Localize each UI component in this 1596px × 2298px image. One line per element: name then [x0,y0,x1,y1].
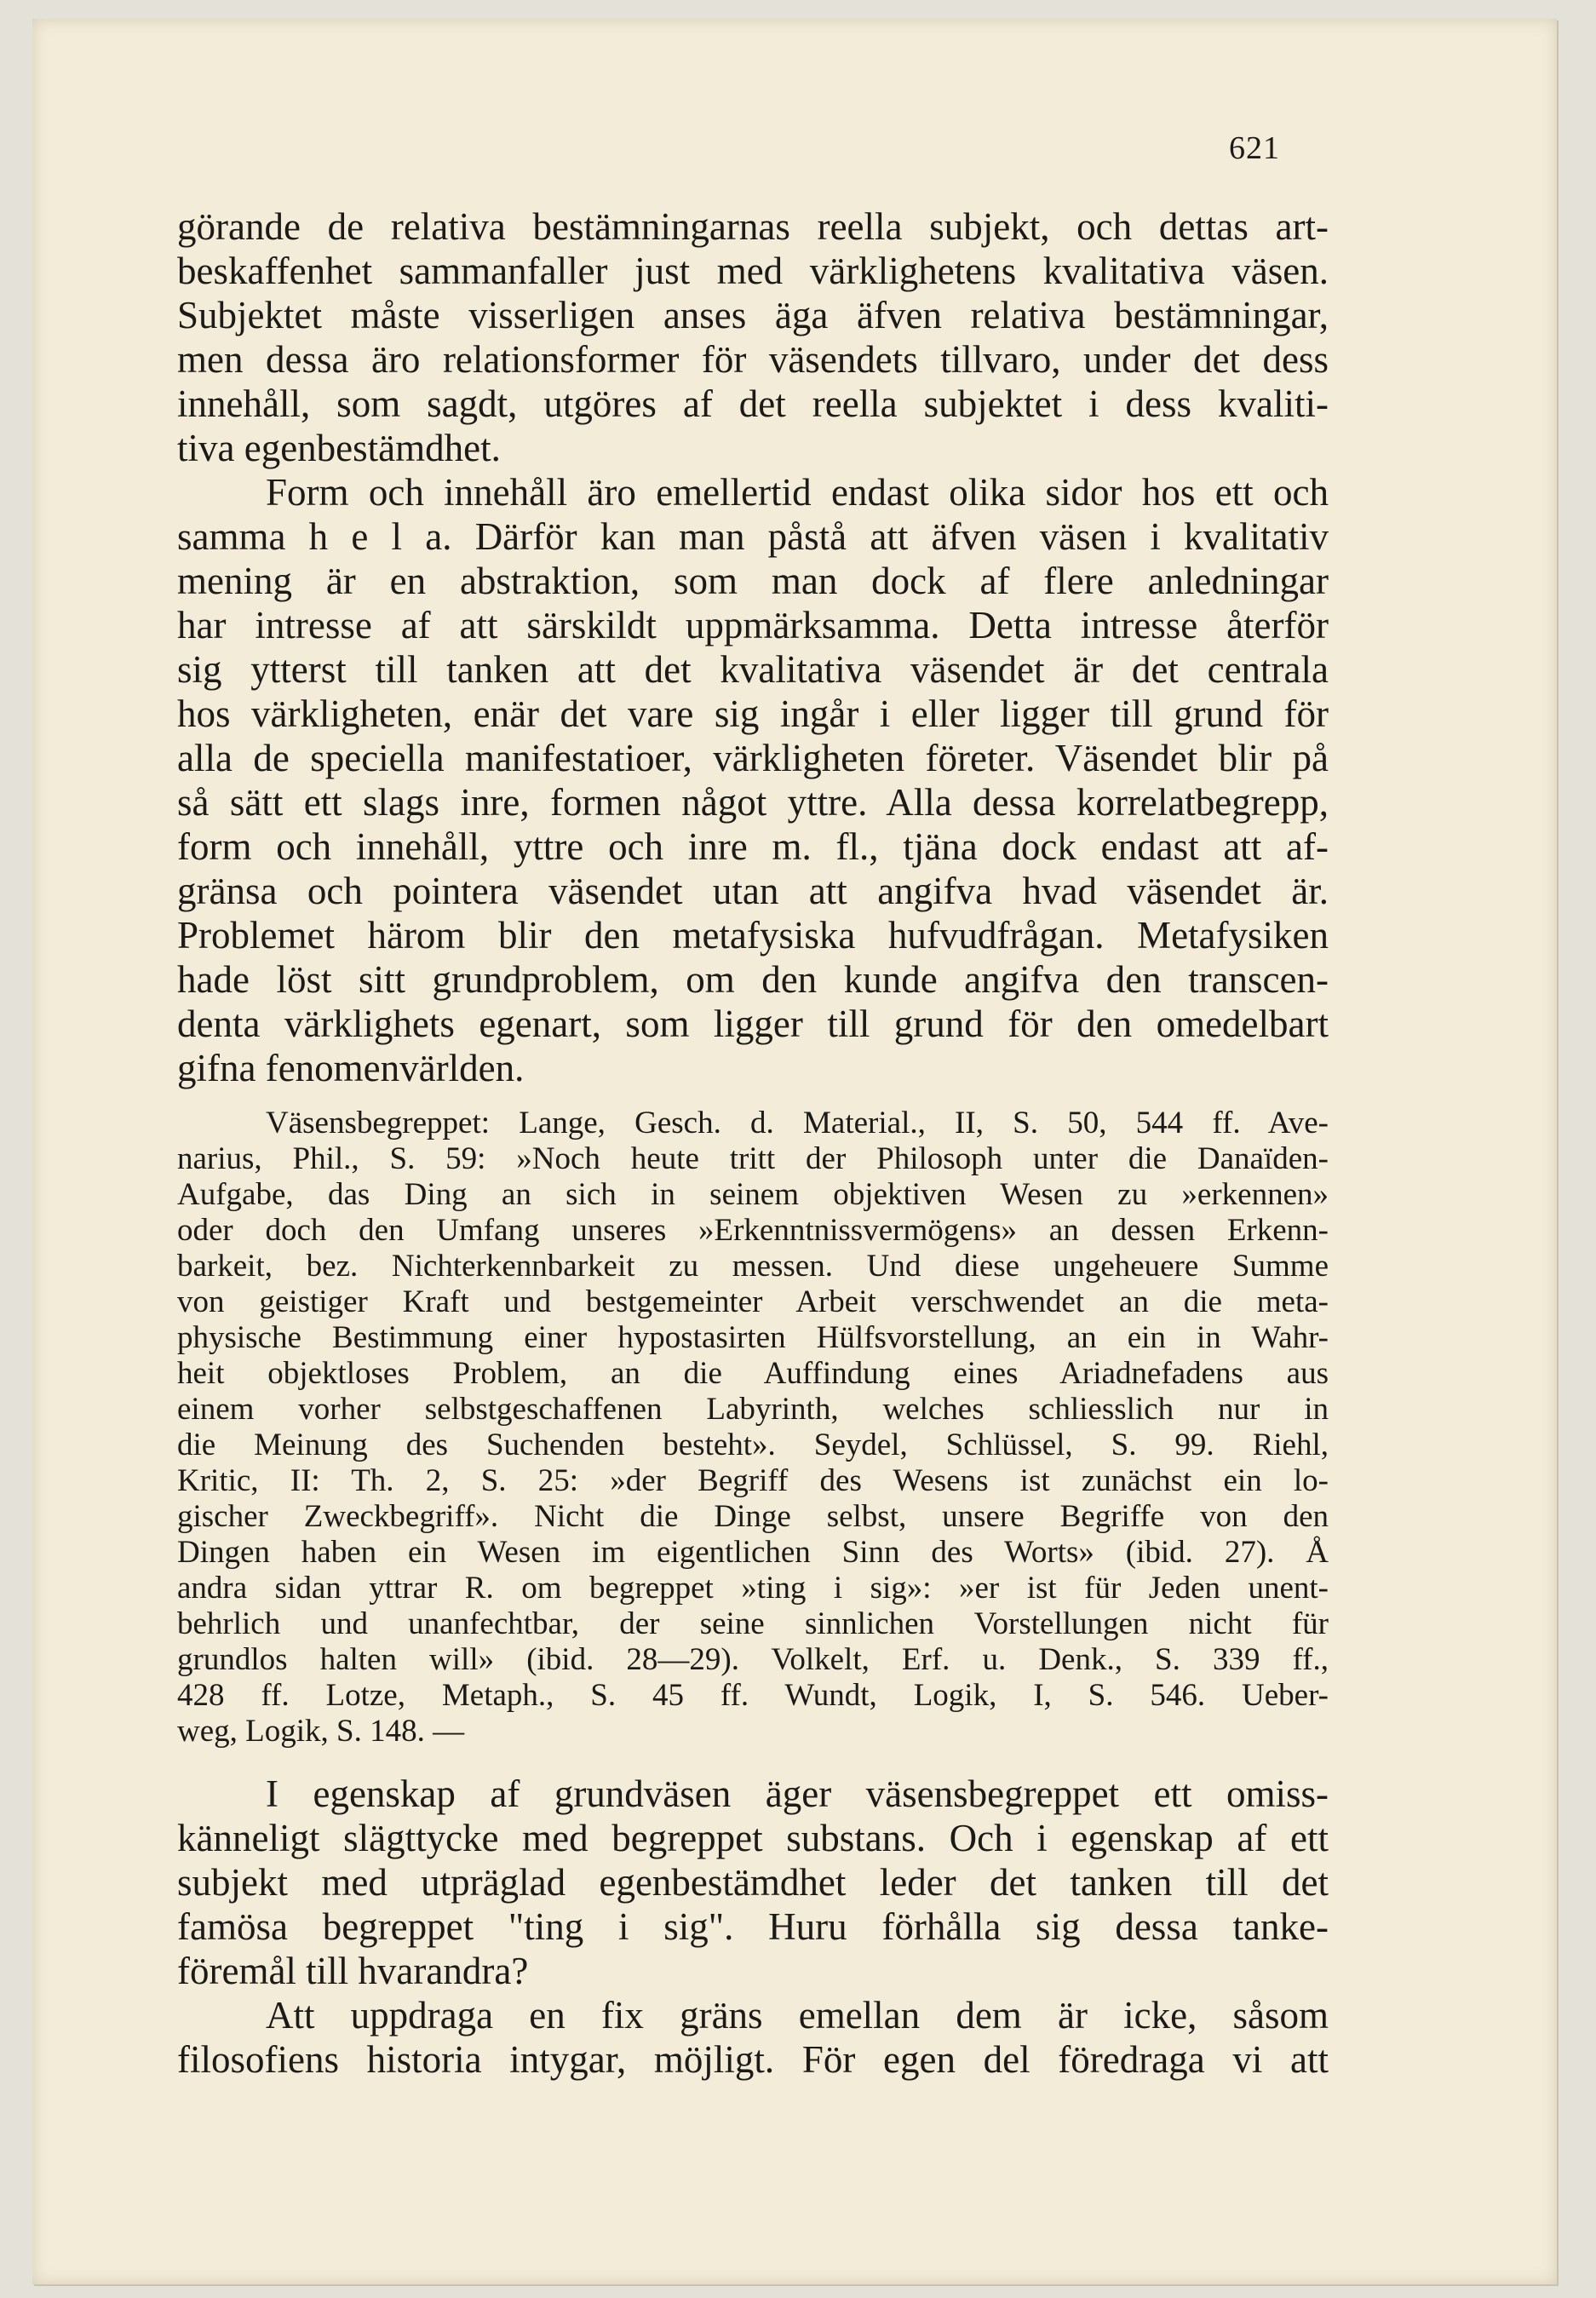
text-line: föremål till hvarandra? [177,1950,529,1992]
text-line: tiva egenbestämdhet. [177,427,501,469]
text-line: hos värkligheten, enär det vare sig ingår i eller ligger till grund för [177,692,1329,735]
note-line: behrlich und unanfechtbar, der seine sinnlichen Vorstellungen nicht für [177,1606,1329,1641]
note-line: 428 ff. Lotze, Metaph., S. 45 ff. Wundt, Logik, I, S. 546. Ueber- [177,1678,1329,1713]
text-line: Att uppdraga en fix gräns emellan dem är icke, såsom [266,1994,1329,2037]
book-page [32,19,1557,2284]
text-line: så sätt ett slags inre, formen något yttre. Alla dessa korrelatbegrepp, [177,781,1329,824]
paragraph-1 [177,204,1329,470]
text-line: samma h e l a. Därför kan man påstå att äfven väsen i kvalitativ [177,515,1329,558]
note-line: oder doch den Umfang unseres »Erkenntnissvermögens» an dessen Erkenn- [177,1213,1329,1248]
text-line: men dessa äro relationsformer för väsendets tillvaro, under det dess [177,338,1329,381]
text-line: innehåll, som sagdt, utgöres af det reella subjektet i dess kvaliti- [177,382,1329,425]
text-line: Form och innehåll äro emellertid endast olika sidor hos ett och [266,471,1329,514]
text-line: I egenskap af grundväsen äger väsensbegreppet ett omiss- [266,1772,1329,1815]
text-line: har intresse af att särskildt uppmärksamma. Detta intresse återför [177,604,1329,646]
spacer [177,1749,1329,1772]
note-line: Väsensbegreppet: Lange, Gesch. d. Material., II, S. 50, 544 ff. Ave- [266,1106,1329,1140]
note-line: barkeit, bez. Nichterkennbarkeit zu messen. Und diese ungeheuere Summe [177,1249,1329,1284]
note-line: gischer Zweckbegriff». Nicht die Dinge selbst, unsere Begriffe von den [177,1499,1329,1534]
note-line: einem vorher selbstgeschaffenen Labyrinth, welches schliesslich nur in [177,1392,1329,1427]
text-line: mening är en abstraktion, som man dock af flere anledningar [177,560,1329,602]
text-line: gifna fenomenvärlden. [177,1047,525,1089]
note-line: andra sidan yttrar R. om begreppet »ting i sig»: »er ist für Jeden unent- [177,1571,1329,1606]
text-line: famösa begreppet "ting i sig". Huru förhålla sig dessa tanke- [177,1905,1329,1948]
text-line: subjekt med utpräglad egenbestämdhet leder det tanken till det [177,1861,1329,1904]
paragraph-4 [177,1993,1329,2082]
paragraph-3 [177,1772,1329,1993]
text-line: görande de relativa bestämningarnas reella subjekt, och dettas art- [177,205,1329,248]
note-line: narius, Phil., S. 59: »Noch heute tritt der Philosoph unter die Danaïden- [177,1141,1329,1176]
text-line: Problemet härom blir den metafysiska hufvudfrågan. Metafysiken [177,914,1329,957]
text-line: filosofiens historia intygar, möjligt. För egen del föredraga vi att [177,2038,1329,2081]
note-line: grundlos halten will» (ibid. 28—29). Volkelt, Erf. u. Denk., S. 339 ff., [177,1642,1329,1677]
text-line: känneligt slägttycke med begreppet substans. Och i egenskap af ett [177,1817,1329,1859]
text-line: hade löst sitt grundproblem, om den kunde angifva den transcen- [177,958,1329,1001]
note-line: heit objektloses Problem, an die Auffindung eines Ariadnefadens aus [177,1356,1329,1391]
text-line: gränsa och pointera väsendet utan att angifva hvad väsendet är. [177,870,1329,912]
note-line: Dingen haben ein Wesen im eigentlichen Sinn des Worts» (ibid. 27). Å [177,1535,1329,1570]
text-line: beskaffenhet sammanfaller just med värklighetens kvalitativa väsen. [177,250,1329,292]
note-line: Kritic, II: Th. 2, S. 25: »der Begriff des Wesens ist zunächst ein lo- [177,1463,1329,1498]
page-number: 621 [1229,130,1280,166]
note-line: weg, Logik, S. 148. — [177,1714,465,1749]
note-line: die Meinung des Suchenden besteht». Seydel, Schlüssel, S. 99. Riehl, [177,1428,1329,1462]
paragraph-2 [177,470,1329,1090]
text-line: Subjektet måste visserligen anses äga äfven relativa bestämningar, [177,294,1329,336]
text-block [177,204,1329,2082]
text-line: sig ytterst till tanken att det kvalitativa väsendet är det centrala [177,648,1329,691]
footnote-block [177,1106,1329,1749]
text-line: denta värklighets egenart, som ligger till grund för den omedelbart [177,1003,1329,1045]
note-line: physische Bestimmung einer hypostasirten Hülfsvorstellung, an ein in Wahr- [177,1320,1329,1355]
note-line: Aufgabe, das Ding an sich in seinem objektiven Wesen zu »erkennen» [177,1177,1329,1212]
note-line: von geistiger Kraft und bestgemeinter Arbeit verschwendet an die meta- [177,1284,1329,1319]
text-line: alla de speciella manifestatioer, värkligheten företer. Väsendet blir på [177,737,1329,779]
text-line: form och innehåll, yttre och inre m. fl., tjäna dock endast att af- [177,825,1329,868]
